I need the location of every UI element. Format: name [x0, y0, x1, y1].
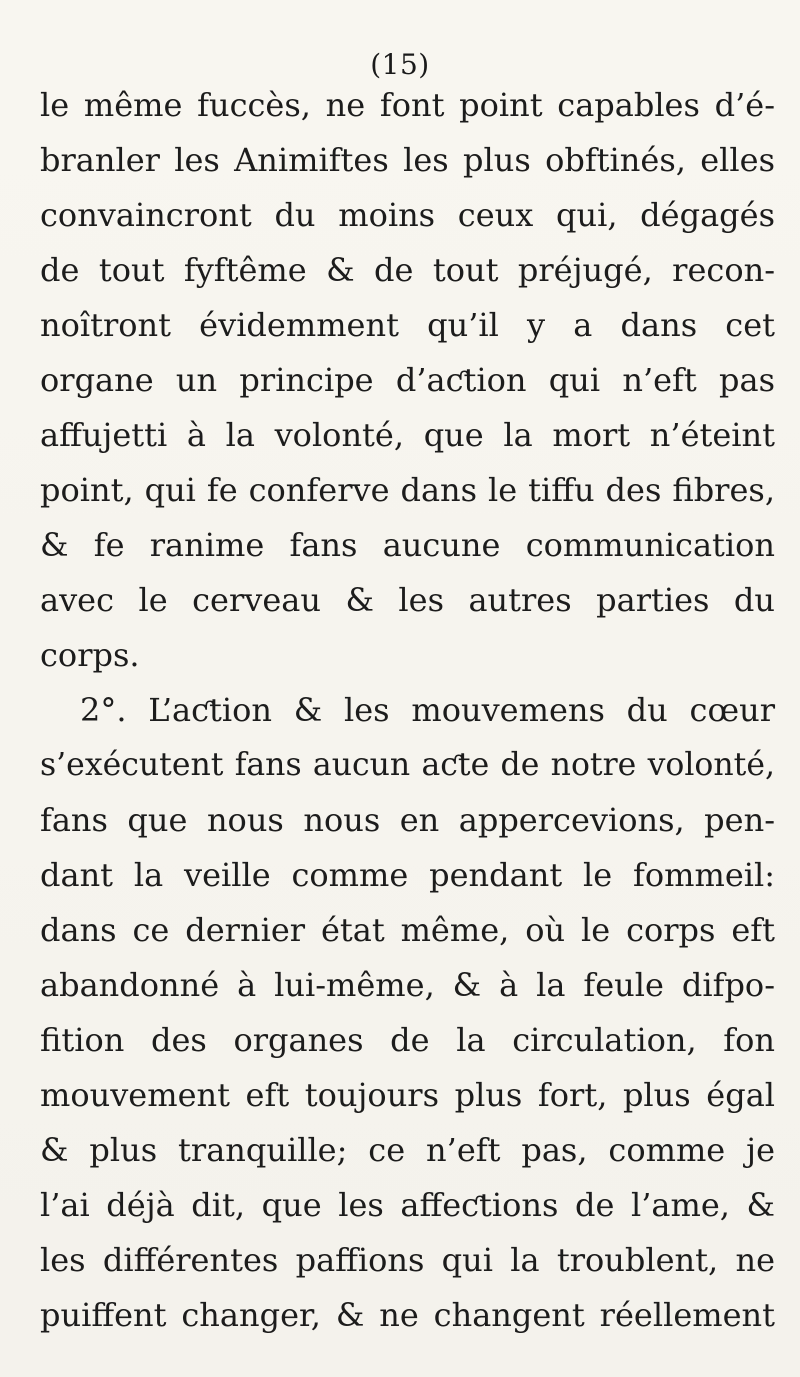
text-line: puiffent changer, & ne changent réellement: [40, 1296, 775, 1334]
text-line: le même fuccès, ne font point capables d’é-: [40, 86, 775, 124]
text-line: fition des organes de la circulation, fon: [40, 1021, 775, 1059]
text-line: de tout fyftême & de tout préjugé, recon-: [40, 251, 775, 289]
text-line: corps.: [40, 636, 140, 674]
text-line: convaincront du moins ceux qui, dégagés: [40, 196, 775, 234]
text-line: abandonné à lui-même, & à la feule difpo-: [40, 966, 775, 1004]
text-line: 2°. L’aƈtion & les mouvemens du cœur: [80, 691, 775, 729]
text-line: noîtront évidemment qu’il y a dans cet: [40, 306, 775, 344]
text-line: s’exécutent fans aucun aƈte de notre volonté,: [40, 747, 775, 783]
text-line: organe un principe d’aƈtion qui n’eft pas: [40, 361, 775, 399]
text-line: avec le cerveau & les autres parties du: [40, 581, 775, 619]
text-line: branler les Animiftes les plus obftinés, elles: [40, 141, 775, 179]
body-text: [40, 78, 775, 1343]
page-number: (15): [370, 48, 430, 81]
text-line: affujetti à la volonté, que la mort n’éteint: [40, 416, 775, 454]
text-line: l’ai déjà dit, que les affeƈtions de l’ame, &: [40, 1186, 775, 1224]
text-line: mouvement eft toujours plus fort, plus égal: [40, 1076, 775, 1114]
text-line: & fe ranime fans aucune communication: [40, 526, 775, 564]
text-line: les différentes paffions qui la troublent, ne: [40, 1241, 775, 1279]
text-line: & plus tranquille; ce n’eft pas, comme je: [40, 1131, 775, 1169]
text-line: dans ce dernier état même, où le corps eft: [40, 911, 775, 949]
text-line: dant la veille comme pendant le fommeil:: [40, 856, 775, 894]
text-line: fans que nous nous en appercevions, pen-: [40, 801, 775, 839]
text-line: point, qui fe conferve dans le tiffu des fibres,: [40, 471, 775, 509]
